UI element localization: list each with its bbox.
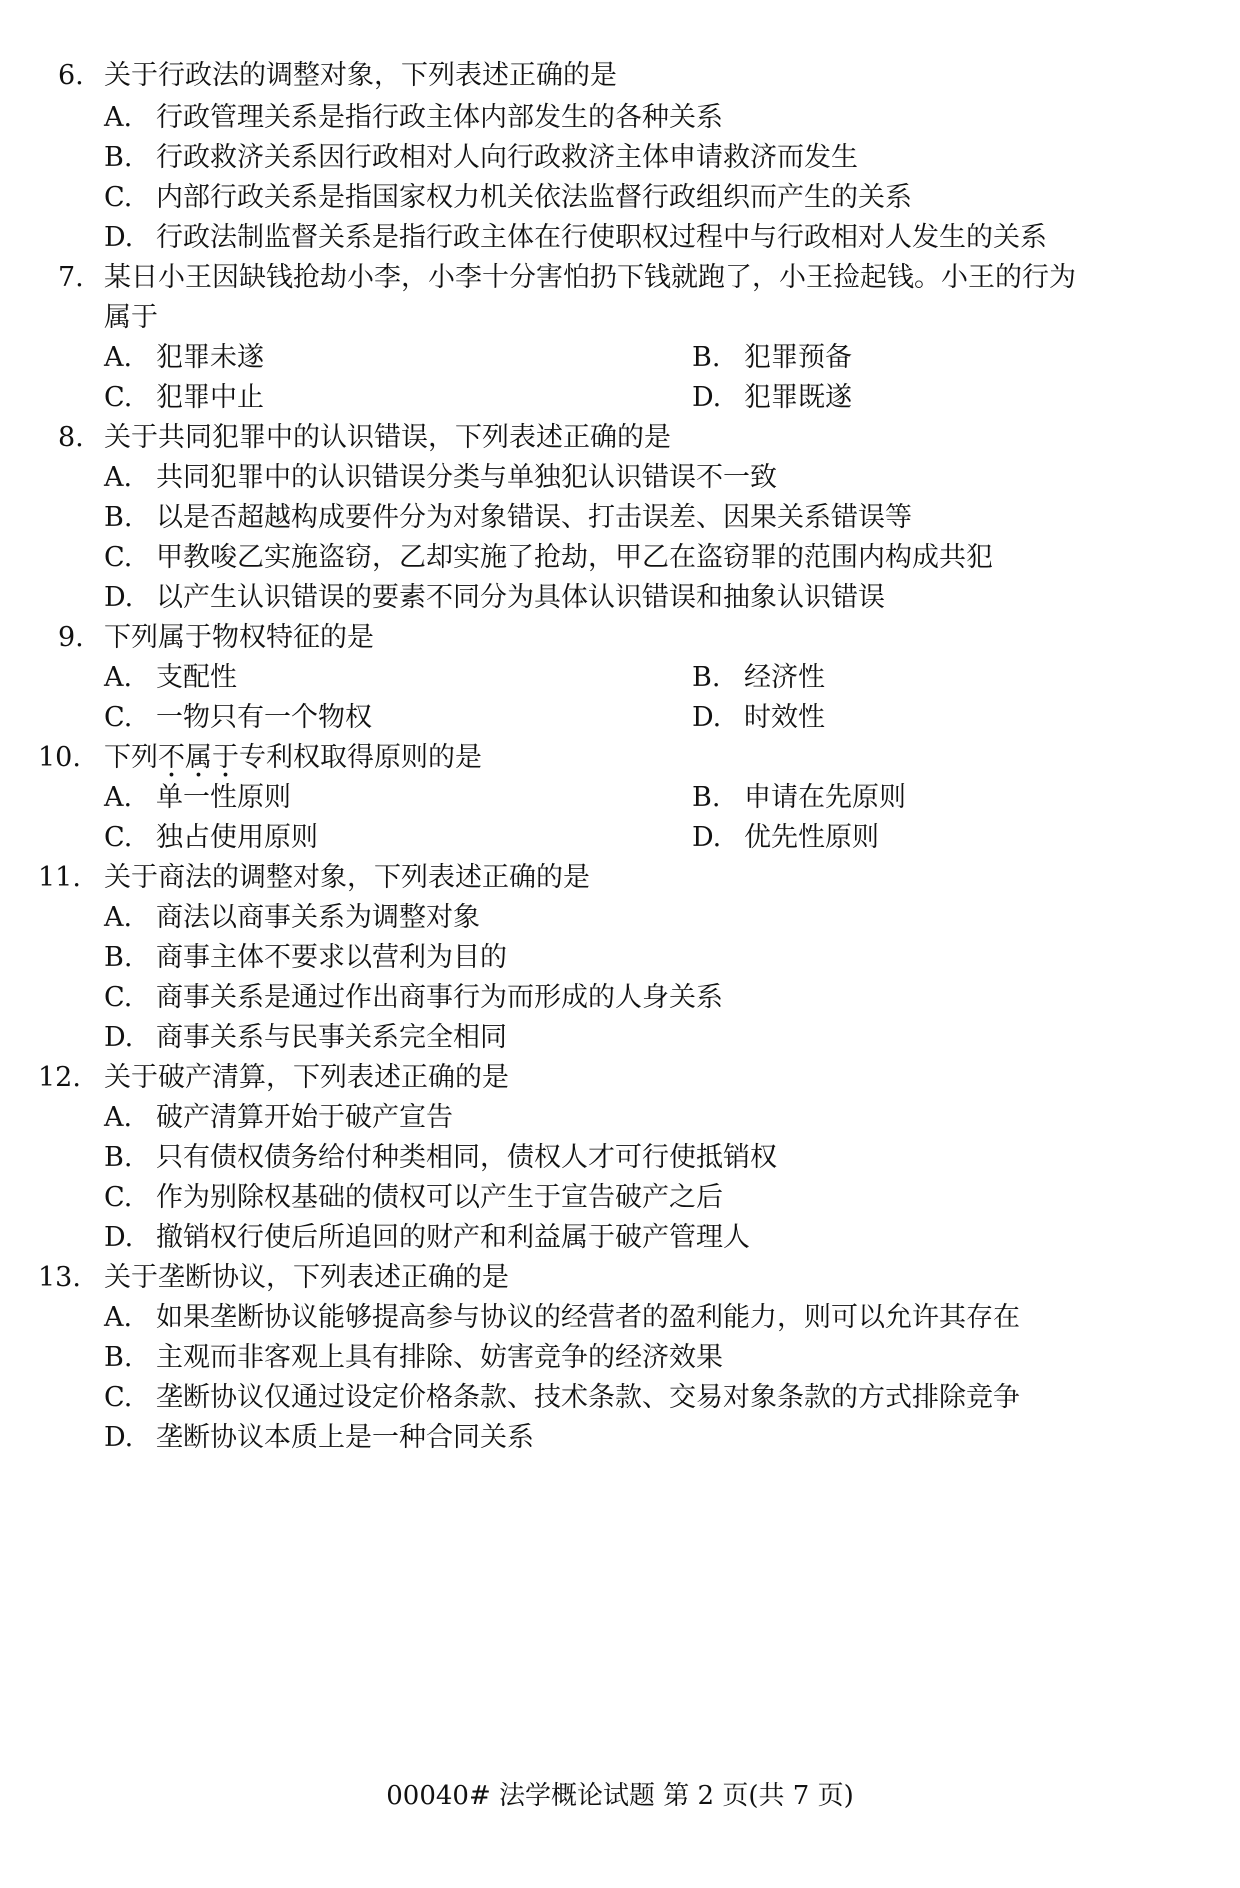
question-text: 关于行政法的调整对象，下列表述正确的是 <box>104 60 617 91</box>
option-label: A. <box>104 902 133 933</box>
emphasis-char: 不 <box>158 742 185 773</box>
option <box>104 220 1047 256</box>
option-text: 商事关系与民事关系完全相同 <box>156 1022 507 1053</box>
question-11-stem <box>38 860 590 896</box>
option <box>104 1020 507 1056</box>
question-text: 关于垄断协议，下列表述正确的是 <box>104 1262 509 1293</box>
option-label: B. <box>104 1342 133 1373</box>
option-text: 犯罪预备 <box>744 342 852 373</box>
option <box>104 140 858 176</box>
option <box>692 660 825 696</box>
option <box>104 1420 534 1456</box>
option <box>104 660 237 696</box>
option-text: 撤销权行使后所追回的财产和利益属于破产管理人 <box>156 1222 750 1253</box>
question-text: 关于商法的调整对象，下列表述正确的是 <box>104 862 590 893</box>
option <box>104 1100 453 1136</box>
option <box>104 540 993 576</box>
option <box>104 980 723 1016</box>
question-6-stem <box>58 58 617 94</box>
question-number: 12. <box>38 1062 81 1093</box>
option-text: 独占使用原则 <box>156 822 318 853</box>
question-8-stem <box>58 420 671 456</box>
option <box>104 180 912 216</box>
option <box>104 700 372 736</box>
option-label: C. <box>104 1182 133 1213</box>
option-text: 优先性原则 <box>744 822 879 853</box>
question-number: 11. <box>38 862 81 893</box>
option-text: 单一性原则 <box>156 782 291 813</box>
option <box>104 1340 723 1376</box>
question-number: 9. <box>58 622 84 653</box>
option <box>692 380 852 416</box>
question-text: 下列属于物权特征的是 <box>104 622 374 653</box>
option-label: D. <box>692 702 722 733</box>
option-label: A. <box>104 462 133 493</box>
option <box>104 1220 750 1256</box>
option <box>104 900 480 936</box>
question-7-stem-continued: 属于 <box>104 302 158 333</box>
option-text: 破产清算开始于破产宣告 <box>156 1102 453 1133</box>
option-label: C. <box>104 1382 133 1413</box>
option-label: B. <box>104 502 133 533</box>
option-text: 垄断协议本质上是一种合同关系 <box>156 1422 534 1453</box>
page-footer: 00040# 法学概论试题 第 2 页(共 7 页) <box>386 1781 854 1811</box>
option-label: D. <box>104 1022 134 1053</box>
option-text: 商事主体不要求以营利为目的 <box>156 942 507 973</box>
option-text: 支配性 <box>156 662 237 693</box>
option <box>104 1180 723 1216</box>
question-number: 10. <box>38 742 81 773</box>
option <box>104 1140 777 1176</box>
option-label: D. <box>104 222 134 253</box>
question-13-stem <box>38 1260 509 1296</box>
option-label: D. <box>104 1422 134 1453</box>
option <box>104 340 264 376</box>
option-text: 时效性 <box>744 702 825 733</box>
option <box>104 460 777 496</box>
option-text: 犯罪既遂 <box>744 382 852 413</box>
option <box>692 820 879 856</box>
option-label: D. <box>692 822 722 853</box>
question-10-stem <box>38 740 482 776</box>
option <box>104 780 291 816</box>
option <box>104 1380 1020 1416</box>
option-text: 经济性 <box>744 662 825 693</box>
question-text: 某日小王因缺钱抢劫小李，小李十分害怕扔下钱就跑了，小王捡起钱。小王的行为 <box>104 262 1076 293</box>
option-text: 只有债权债务给付种类相同，债权人才可行使抵销权 <box>156 1142 777 1173</box>
question-number: 6. <box>58 60 84 91</box>
option-text: 主观而非客观上具有排除、妨害竞争的经济效果 <box>156 1342 723 1373</box>
option-label: D. <box>104 582 134 613</box>
option <box>104 500 912 536</box>
option-label: C. <box>104 982 133 1013</box>
option-text: 商法以商事关系为调整对象 <box>156 902 480 933</box>
option <box>104 940 507 976</box>
option-label: C. <box>104 702 133 733</box>
option-text: 内部行政关系是指国家权力机关依法监督行政组织而产生的关系 <box>156 182 912 213</box>
option-label: B. <box>104 142 133 173</box>
option <box>104 820 318 856</box>
option <box>104 580 885 616</box>
option <box>692 780 906 816</box>
option-text: 犯罪中止 <box>156 382 264 413</box>
option-label: C. <box>104 542 133 573</box>
option <box>104 1300 1020 1336</box>
question-number: 8. <box>58 422 84 453</box>
option-label: D. <box>692 382 722 413</box>
option-text: 如果垄断协议能够提高参与协议的经营者的盈利能力，则可以允许其存在 <box>156 1302 1020 1333</box>
emphasis-char: 属 <box>185 742 212 773</box>
option-text: 以是否超越构成要件分为对象错误、打击误差、因果关系错误等 <box>156 502 912 533</box>
option-text: 犯罪未遂 <box>156 342 264 373</box>
option-text: 共同犯罪中的认识错误分类与单独犯认识错误不一致 <box>156 462 777 493</box>
option-label: C. <box>104 822 133 853</box>
question-number: 7. <box>58 262 84 293</box>
option-label: A. <box>104 782 133 813</box>
option-label: B. <box>692 782 721 813</box>
option <box>692 700 825 736</box>
option-label: A. <box>104 662 133 693</box>
question-number: 13. <box>38 1262 81 1293</box>
option-text: 行政法制监督关系是指行政主体在行使职权过程中与行政相对人发生的关系 <box>156 222 1047 253</box>
option-text: 以产生认识错误的要素不同分为具体认识错误和抽象认识错误 <box>156 582 885 613</box>
option-text: 行政管理关系是指行政主体内部发生的各种关系 <box>156 102 723 133</box>
option-label: C. <box>104 182 133 213</box>
option-label: A. <box>104 1302 133 1333</box>
option-label: A. <box>104 102 133 133</box>
option-label: A. <box>104 342 133 373</box>
option <box>692 340 852 376</box>
option-text: 垄断协议仅通过设定价格条款、技术条款、交易对象条款的方式排除竞争 <box>156 1382 1020 1413</box>
question-text: 关于共同犯罪中的认识错误，下列表述正确的是 <box>104 422 671 453</box>
option-text: 作为别除权基础的债权可以产生于宣告破产之后 <box>156 1182 723 1213</box>
option-label: B. <box>692 662 721 693</box>
option-label: A. <box>104 1102 133 1133</box>
emphasis-char: 于 <box>212 742 239 773</box>
option-text: 甲教唆乙实施盗窃，乙却实施了抢劫，甲乙在盗窃罪的范围内构成共犯 <box>156 542 993 573</box>
question-text-post: 专利权取得原则的是 <box>239 742 482 773</box>
option-label: B. <box>104 942 133 973</box>
question-12-stem <box>38 1060 509 1096</box>
question-7-stem <box>58 260 1076 296</box>
option-text: 申请在先原则 <box>744 782 906 813</box>
question-text: 关于破产清算，下列表述正确的是 <box>104 1062 509 1093</box>
question-text-pre: 下列 <box>104 742 158 773</box>
option-text: 一物只有一个物权 <box>156 702 372 733</box>
option-label: B. <box>104 1142 133 1173</box>
option-label: C. <box>104 382 133 413</box>
option <box>104 380 264 416</box>
question-9-stem <box>58 620 374 656</box>
option-label: D. <box>104 1222 134 1253</box>
option-text: 商事关系是通过作出商事行为而形成的人身关系 <box>156 982 723 1013</box>
option <box>104 100 723 136</box>
option-text: 行政救济关系因行政相对人向行政救济主体申请救济而发生 <box>156 142 858 173</box>
option-label: B. <box>692 342 721 373</box>
